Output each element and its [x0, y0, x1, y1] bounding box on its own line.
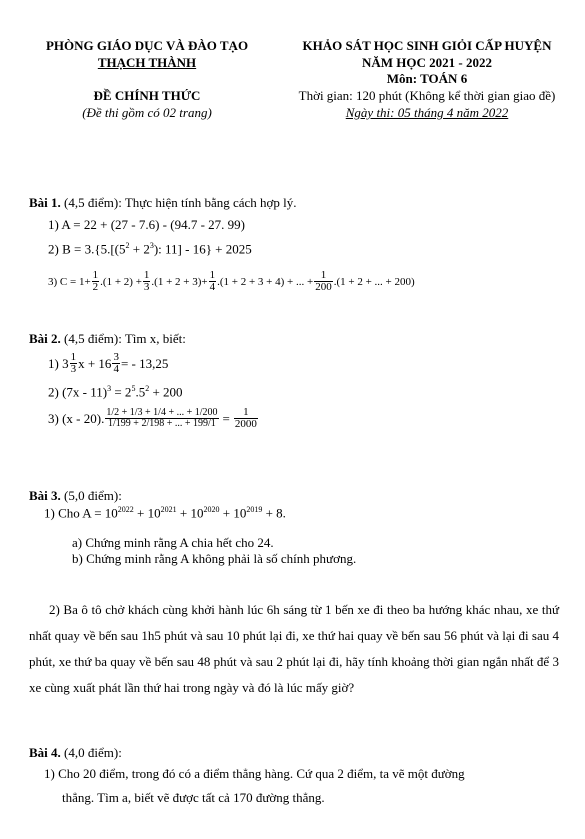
- problem-1-heading: Bài 1. (4,5 điểm): Thực hiện tính bằng cách hợp lý.: [29, 195, 297, 210]
- subject: Môn: TOÁN 6: [386, 71, 468, 86]
- problem-3-qa: a) Chứng minh rằng A chia hết cho 24.: [72, 535, 274, 550]
- compound-fraction: $\frac{1/2 + 1/3 + 1/4 + ... + 1/200}{1/199 + 2/198 + ... + 199/1}$: [106, 407, 218, 429]
- problem-3-q1: 1) Cho $A = 10^{2022} + 10^{2021} + 10^{2020} + 10^{2019} + 8$.: [44, 505, 286, 521]
- problem-2-q3: 3) (x - 20). $\frac{1/2 + 1/3 + 1/4 + ... + 1/200}{1/199 + 2/198 + ... + 199/1}$ = $\frac{1}{2000}$: [48, 406, 257, 430]
- problem-1-q3: 3) C = 1+ $\frac{1}{2}$ .(1 + 2) + $\frac{1}{3}$ .(1 + 2 + 3)+ $\frac{1}{4}$ .(1 + 2 + 3 + 4) + ... + $\frac{1}{200}$ .(1 + 2 + ... + 200): [48, 269, 415, 293]
- problem-4-q1-line2: thẳng. Tìm a, biết vẽ được tất cả 170 đường thẳng.: [62, 790, 325, 805]
- problem-2-q2: 2) $(7x - 11)^3 = 2^5.5^2 + 200$: [48, 384, 183, 400]
- fraction: $\frac{1}{2000}$: [234, 406, 257, 430]
- problem-2-q1: 1) 3 $\frac{1}{3}$ x + 16 $\frac{3}{4}$ = - 13,25: [48, 351, 169, 375]
- department-name: PHÒNG GIÁO DỤC VÀ ĐÀO TẠO: [45, 38, 249, 53]
- fraction: $\frac{1}{2}$: [92, 269, 99, 293]
- exam-title: KHẢO SÁT HỌC SINH GIỎI CẤP HUYỆN: [302, 38, 552, 53]
- problem-2-heading: Bài 2. (4,5 điểm): Tìm x, biết:: [29, 331, 186, 346]
- fraction: $\frac{1}{3}$: [143, 269, 150, 293]
- problem-3-q2: 2) Ba ô tô chở khách cùng khởi hành lúc 6h sáng từ 1 bến xe đi theo ba hướng khác nhau, xe thứ nhất quay về bến sau 1h5 phút và sau 10 phút lại đi, xe thứ hai quay về bến sau 56 phút và lại đi sau 4 phút, xe thứ ba quay về bến sau 48 phút và sau 2 phút lại đi, hãy tính khoảng thời gian ngắn nhất để 3 xe cùng xuất phát lần thứ hai trong ngày và đó là lúc mấy giờ?: [29, 602, 559, 695]
- pages-note: (Đề thi gồm có 02 trang): [82, 105, 212, 120]
- fraction: $\frac{1}{200}$: [315, 269, 332, 293]
- fraction: $\frac{1}{4}$: [209, 269, 216, 293]
- problem-3-qb: b) Chứng minh rằng A không phải là số chính phương.: [72, 551, 357, 566]
- problem-1-q1: 1) A = 22 + (27 - 7.6) - (94.7 - 27. 99): [48, 217, 245, 232]
- district-name: THẠCH THÀNH: [97, 55, 197, 70]
- fraction: $\frac{1}{3}$: [70, 351, 77, 375]
- problem-3-heading: Bài 3. (5,0 điểm):: [29, 488, 122, 503]
- problem-4-heading: Bài 4. (4,0 điểm):: [29, 745, 122, 760]
- problem-4-q1-line1: 1) Cho 20 điểm, trong đó có a điểm thẳng hàng. Cứ qua 2 điểm, ta vẽ một đường: [44, 766, 465, 781]
- school-year: NĂM HỌC 2021 - 2022: [362, 55, 492, 70]
- problem-1-q2: 2) $B = 3.\{5.[(5^2 + 2^3)$: 11] - 16} + 2025: [48, 241, 252, 257]
- exam-date: Ngày thi: 05 tháng 4 năm 2022: [345, 105, 509, 120]
- fraction: $\frac{3}{4}$: [113, 351, 119, 375]
- official-label: ĐỀ CHÍNH THỨC: [93, 88, 201, 103]
- exam-time: Thời gian: 120 phút (Không kể thời gian giao đề): [298, 88, 556, 103]
